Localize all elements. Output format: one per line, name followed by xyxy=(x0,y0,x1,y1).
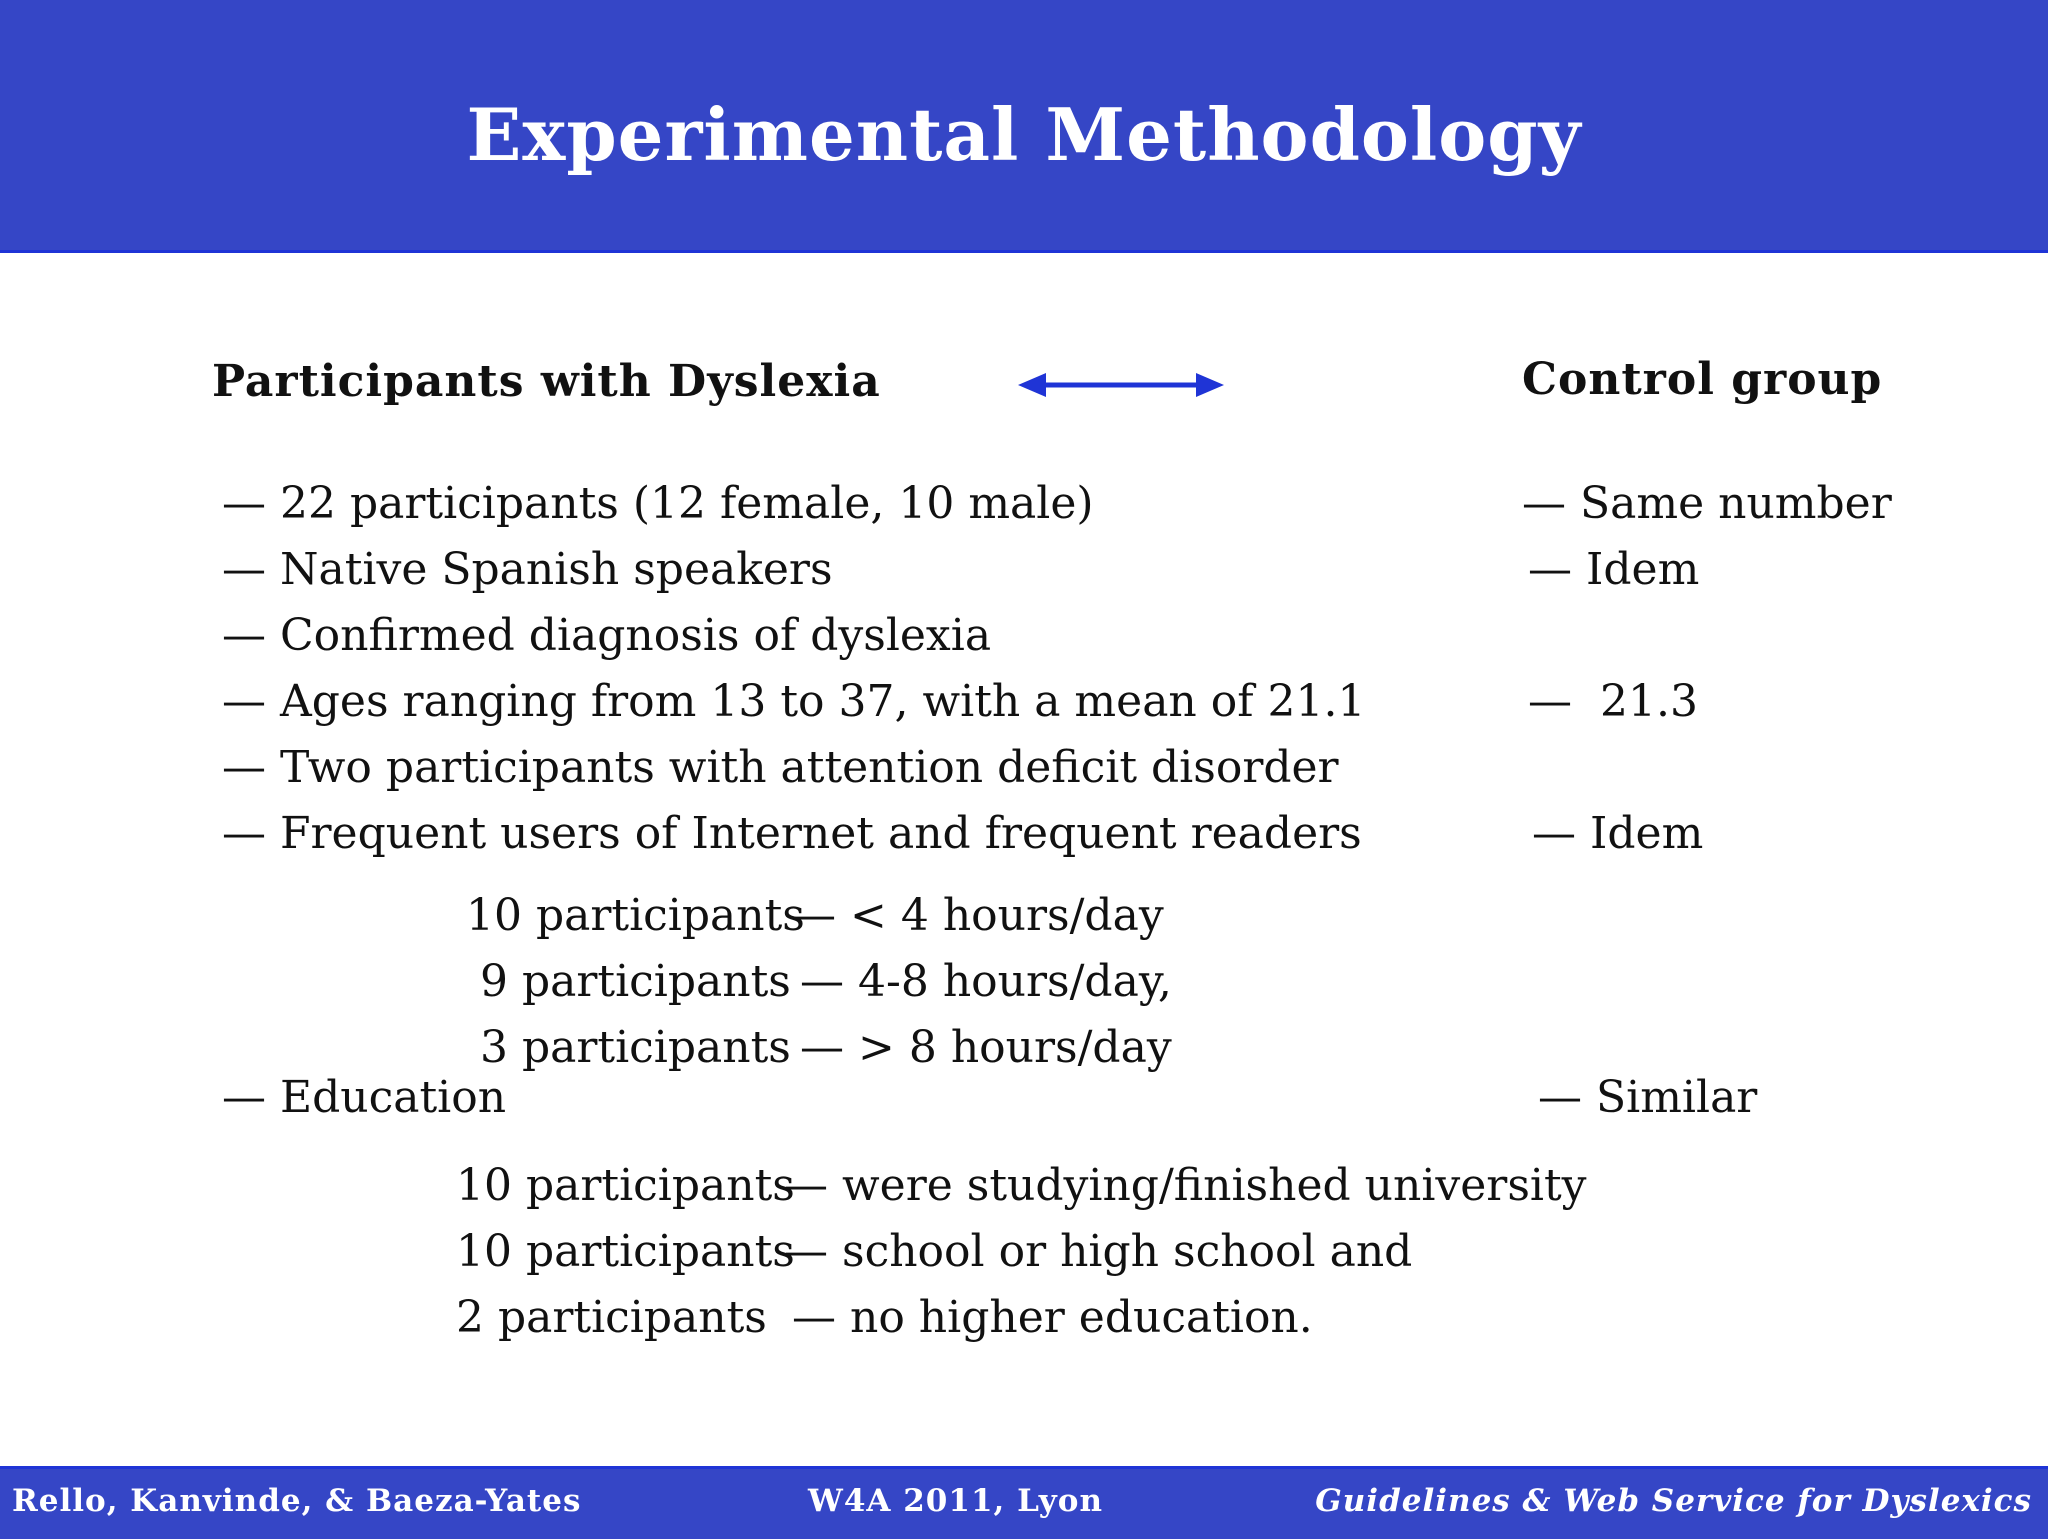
list-item: — Education xyxy=(222,1072,507,1123)
footer-talk-title: Guidelines & Web Service for Dyslexics xyxy=(1315,1483,2032,1519)
education-detail: — no higher education. xyxy=(792,1292,1313,1343)
right-column-header: Control group xyxy=(1522,354,1883,405)
control-item: — Similar xyxy=(1538,1072,1758,1123)
control-item: — Idem xyxy=(1528,544,1700,595)
education-count: 10 participants xyxy=(456,1160,795,1211)
footer-authors: Rello, Kanvinde, & Baeza-Yates xyxy=(12,1483,582,1519)
footer-bar xyxy=(0,1466,2048,1539)
education-detail: — were studying/finished university xyxy=(784,1160,1587,1211)
control-item: — Idem xyxy=(1532,808,1704,859)
list-item: — Frequent users of Internet and frequent readers xyxy=(222,808,1362,859)
usage-count: 3 participants xyxy=(480,1022,791,1073)
usage-count: 9 participants xyxy=(480,956,791,1007)
control-item: — 21.3 xyxy=(1528,676,1698,727)
list-item: — 22 participants (12 female, 10 male) xyxy=(222,478,1094,529)
usage-count: 10 participants xyxy=(466,890,805,941)
education-count: 10 participants xyxy=(456,1226,795,1277)
list-item: — Native Spanish speakers xyxy=(222,544,833,595)
list-item: — Two participants with attention deficit disorder xyxy=(222,742,1339,793)
footer-venue: W4A 2011, Lyon xyxy=(808,1483,1104,1519)
education-count: 2 participants xyxy=(456,1292,767,1343)
list-item: — Ages ranging from 13 to 37, with a mean of 21.1 xyxy=(222,676,1366,727)
slide-title: Experimental Methodology xyxy=(466,92,1582,177)
usage-detail: — > 8 hours/day xyxy=(800,1022,1172,1073)
double-arrow-icon xyxy=(1018,370,1224,400)
left-column-header: Participants with Dyslexia xyxy=(212,356,881,407)
usage-detail: — < 4 hours/day xyxy=(792,890,1164,941)
education-detail: — school or high school and xyxy=(784,1226,1413,1277)
control-item: — Same number xyxy=(1522,478,1892,529)
usage-detail: — 4-8 hours/day, xyxy=(800,956,1172,1007)
title-bar xyxy=(0,0,2048,253)
list-item: — Confirmed diagnosis of dyslexia xyxy=(222,610,992,661)
